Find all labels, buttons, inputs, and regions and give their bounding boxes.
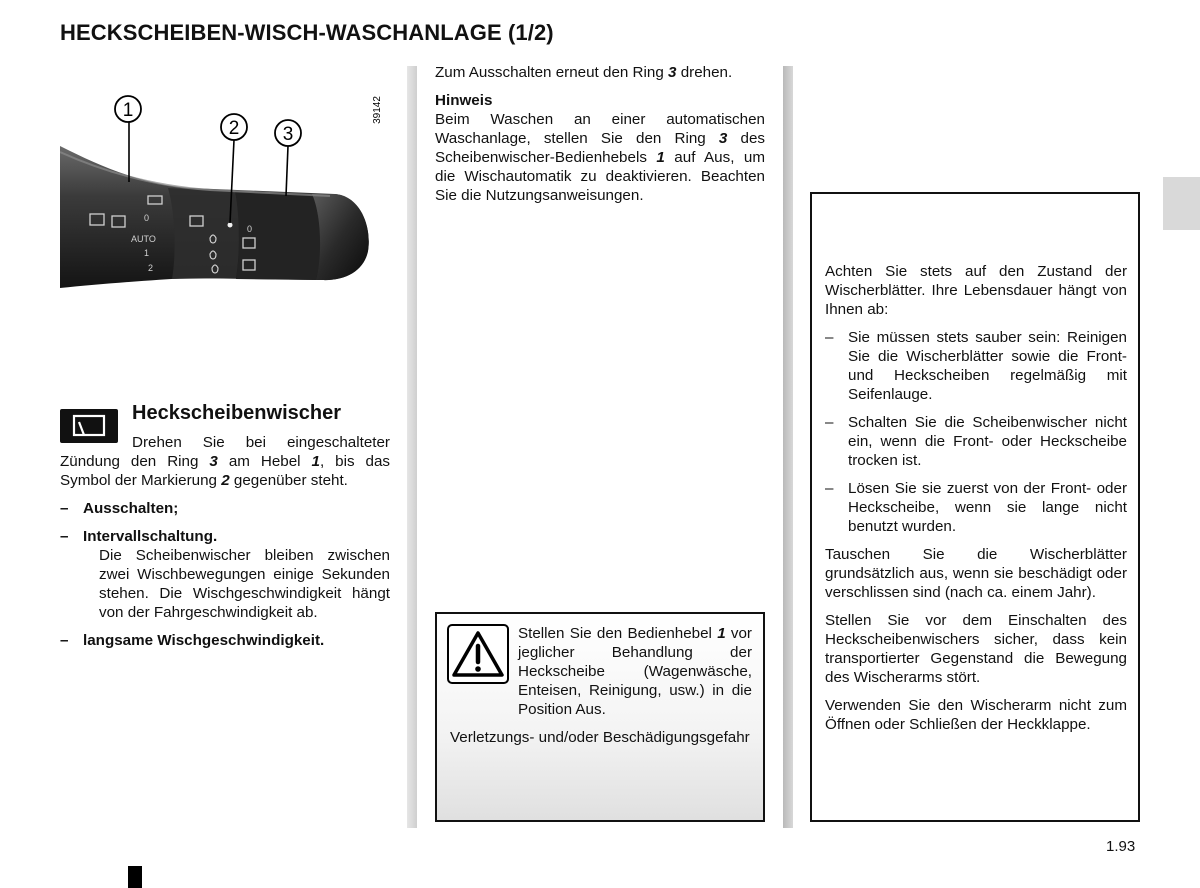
- wiper-lever-figure: [60, 66, 390, 288]
- warning-paragraph: Stellen Sie den Bedienhebel 1 vor jeglicher Behandlung der Heckscheibe (Wagenwäsche, Enteisen, Reinigung, usw.) in die Position Aus.: [518, 625, 752, 718]
- info-bullet-list: [825, 328, 1127, 536]
- page-number: 1.93: [1106, 838, 1136, 855]
- info-intro: Achten Sie stets auf den Zustand der Wischerblätter. Ihre Lebensdauer hängt von Ihnen ab:: [825, 263, 1127, 318]
- info-hatch-text: Verwenden Sie den Wischerarm nicht zum Öffnen oder Schließen der Heckklappe.: [825, 697, 1127, 733]
- list-item-description: Die Scheibenwischer bleiben zwischen zwei Wischbewegungen einige Sekunden stehen. Die Wischgeschwindigkeit hängt von der Fahrgeschwindigkeit ab.: [99, 547, 390, 621]
- list-item: [825, 328, 1127, 404]
- lever-label-0: 0: [144, 213, 150, 223]
- list-dash: –: [60, 632, 69, 649]
- list-item-label: Ausschalten;: [83, 500, 179, 517]
- callout-3: 3: [282, 124, 294, 145]
- column-separator-left: [407, 66, 417, 828]
- info-replace-text: Tauschen Sie die Wischerblätter grundsätzlich aus, wenn sie beschädigt oder verschlissen sind (nach ca. einem Jahr).: [825, 546, 1127, 601]
- list-dash: –: [825, 329, 834, 346]
- list-dash: –: [60, 528, 69, 545]
- warning-danger-text: Verletzungs- und/oder Beschädigungsgefahr: [450, 729, 750, 746]
- column-separator-right: [783, 66, 793, 828]
- reference-number: 3: [209, 453, 218, 470]
- list-item-label: langsame Wischgeschwindigkeit.: [83, 632, 325, 649]
- list-item: [825, 413, 1127, 470]
- chapter-tab-marker: [1163, 177, 1200, 230]
- list-item-text: Sie müssen stets sauber sein: Reinigen Sie die Wischerblätter sowie die Front- und Heckscheiben regelmäßig mit Seifenlauge.: [848, 329, 1127, 403]
- warning-box: [435, 612, 765, 822]
- list-item: [60, 631, 390, 650]
- page-title: HECKSCHEIBEN-WISCH-WASCHANLAGE (1/2): [60, 20, 554, 45]
- info-box: [810, 192, 1140, 822]
- middle-column: [435, 63, 765, 205]
- reference-number: 1: [656, 149, 665, 166]
- hinweis-title: Hinweis: [435, 92, 493, 109]
- intro-paragraph: Drehen Sie bei eingeschalteter Zündung den Ring 3 am Hebel 1, bis das Symbol der Markierung 2 gegenüber steht.: [60, 434, 390, 489]
- switch-off-text: Zum Ausschalten erneut den Ring 3 drehen.: [435, 64, 733, 81]
- info-text: [825, 262, 1127, 734]
- reference-number: 3: [718, 130, 728, 147]
- lever-label-2: 2: [148, 263, 154, 273]
- reference-number: 1: [311, 453, 320, 470]
- ring-label-0: 0: [247, 224, 253, 234]
- lever-label-1: 1: [144, 248, 150, 258]
- warning-text: [450, 624, 752, 747]
- lever-label-auto: AUTO: [131, 234, 156, 244]
- callout-1: 1: [122, 100, 134, 121]
- list-item-text: Schalten Sie die Scheibenwischer nicht ein, wenn die Front- oder Heckscheibe trocken ist.: [848, 414, 1127, 469]
- reference-number: 3: [668, 64, 677, 81]
- info-check-text: Stellen Sie vor dem Einschalten des Heckscheibenwischers sicher, dass kein transportierter Gegenstand die Bewegung des Wischerarms stört.: [825, 612, 1127, 686]
- list-dash: –: [825, 480, 834, 497]
- list-item: [825, 479, 1127, 536]
- hinweis-text: Beim Waschen an einer automatischen Waschanlage, stellen Sie den Ring 3 des Scheibenwischer-Bedienhebels 1 auf Aus, um die Wischautomatik zu deaktivieren. Beachten Sie die Nutzungsanweisungen.: [435, 111, 766, 204]
- reference-number: 2: [221, 472, 230, 489]
- page-corner-mark: [128, 866, 142, 888]
- list-dash: –: [60, 500, 69, 517]
- section-heading: Heckscheibenwischer: [132, 402, 341, 424]
- list-item: [60, 499, 390, 518]
- callout-2: 2: [228, 118, 240, 139]
- left-column: [60, 433, 390, 650]
- list-item-label: Intervallschaltung.: [83, 528, 218, 545]
- list-item: [60, 527, 390, 546]
- list-item-text: Lösen Sie sie zuerst von der Front- oder Heckscheibe, wenn sie lange nicht benutzt wurden.: [848, 480, 1127, 535]
- list-dash: –: [825, 414, 834, 431]
- reference-number: 1: [717, 625, 726, 642]
- figure-ref-code: 39142: [372, 96, 383, 124]
